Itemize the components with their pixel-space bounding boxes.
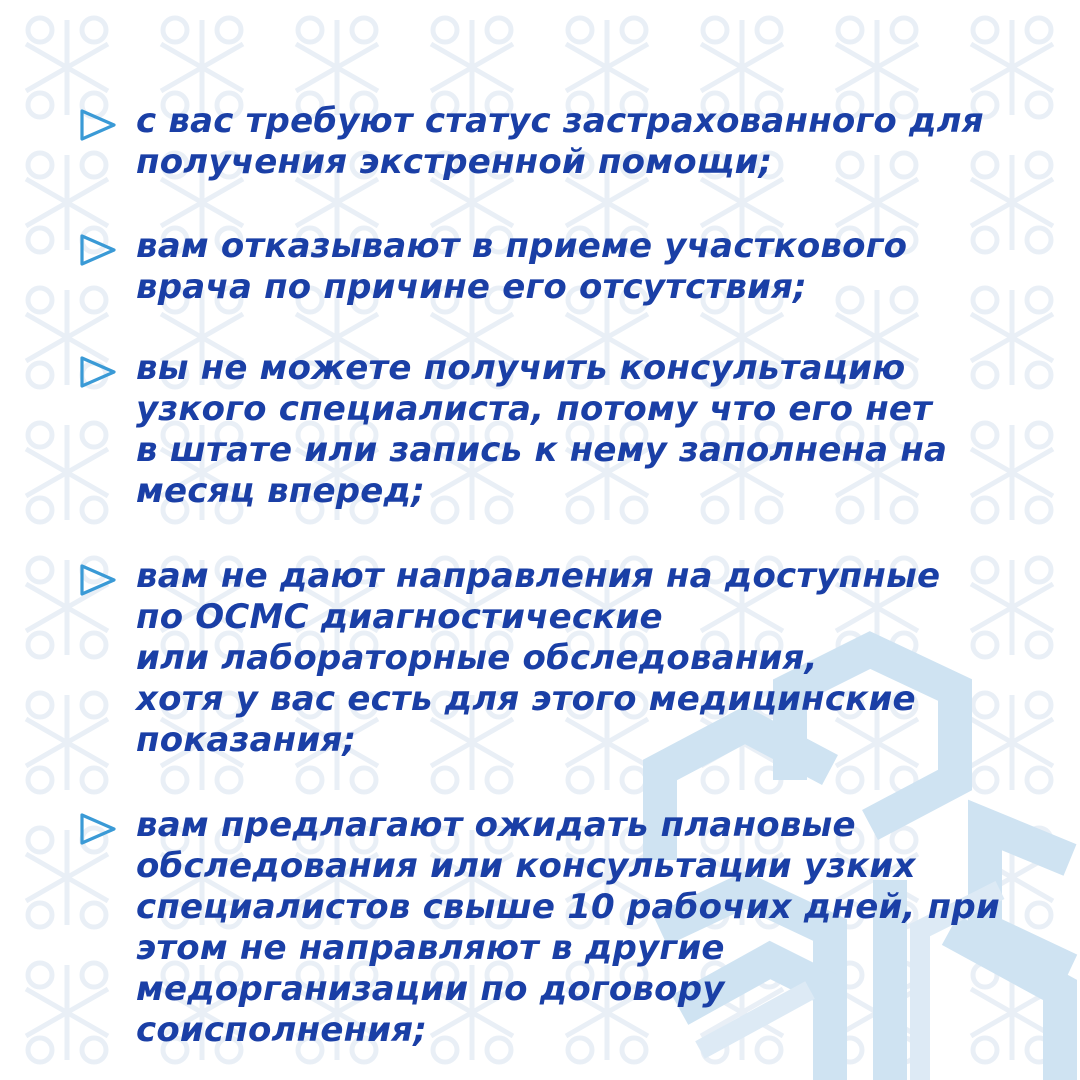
triangle-outline-arrow-icon [78, 108, 118, 142]
list-item-text: вы не можете получить консультацию узкого специалиста, потому что его нет в штате или запись к нему заполнена на месяц вперед; [136, 348, 948, 511]
triangle-outline-arrow-icon [78, 563, 118, 597]
list-item-text: вам не дают направления на доступные по ОСМС диагностические или лабораторные обследования, хотя у вас есть для этого медицинские показания; [136, 556, 941, 760]
list-item-text: вам предлагают ожидать плановые обследования или консультации узких специалистов свыше 10 рабочих дней, при этом не направляют в другие медорганизации по договору соисполнения; [136, 805, 1000, 1050]
list-item-text: вам отказывают в приеме участкового врача по причине его отсутствия; [136, 226, 908, 307]
triangle-outline-arrow-icon [78, 233, 118, 267]
list-item-text: с вас требуют статус застрахованного для получения экстренной помощи; [136, 101, 984, 182]
triangle-outline-arrow-icon [78, 355, 118, 389]
triangle-outline-arrow-icon [78, 812, 118, 846]
